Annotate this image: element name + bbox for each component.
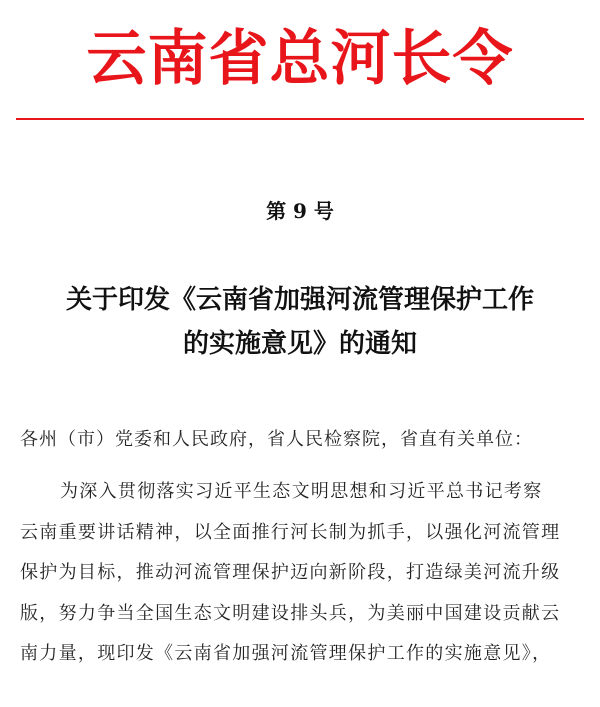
body-line: 南力量，现印发《云南省加强河流管理保护工作的实施意见》，	[20, 643, 552, 664]
document-heading-line: 关于印发《云南省加强河流管理保护工作	[65, 285, 534, 315]
document-body-paragraph	[20, 472, 582, 675]
masthead-divider	[16, 118, 584, 120]
body-line: 云南重要讲话精神，以全面推行河长制为抓手，以强化河流管理	[20, 521, 561, 543]
document-number: 第 9 号	[266, 199, 334, 223]
document-heading	[0, 278, 600, 366]
document-heading-line: 的实施意见》的通知	[182, 329, 417, 359]
document-addressee: 各州（市）党委和人民政府，省人民检察院，省直有关单位：	[20, 429, 533, 450]
body-line: 版，努力争当全国生态文明建设排头兵，为美丽中国建设贡献云	[20, 602, 561, 624]
document-masthead-title: 云南省总河长令	[86, 24, 514, 94]
body-line: 为深入贯彻落实习近平生态文明思想和习近平总书记考察	[60, 481, 543, 502]
body-line: 保护为目标，推动河流管理保护迈向新阶段，打造绿美河流升级	[20, 562, 561, 583]
